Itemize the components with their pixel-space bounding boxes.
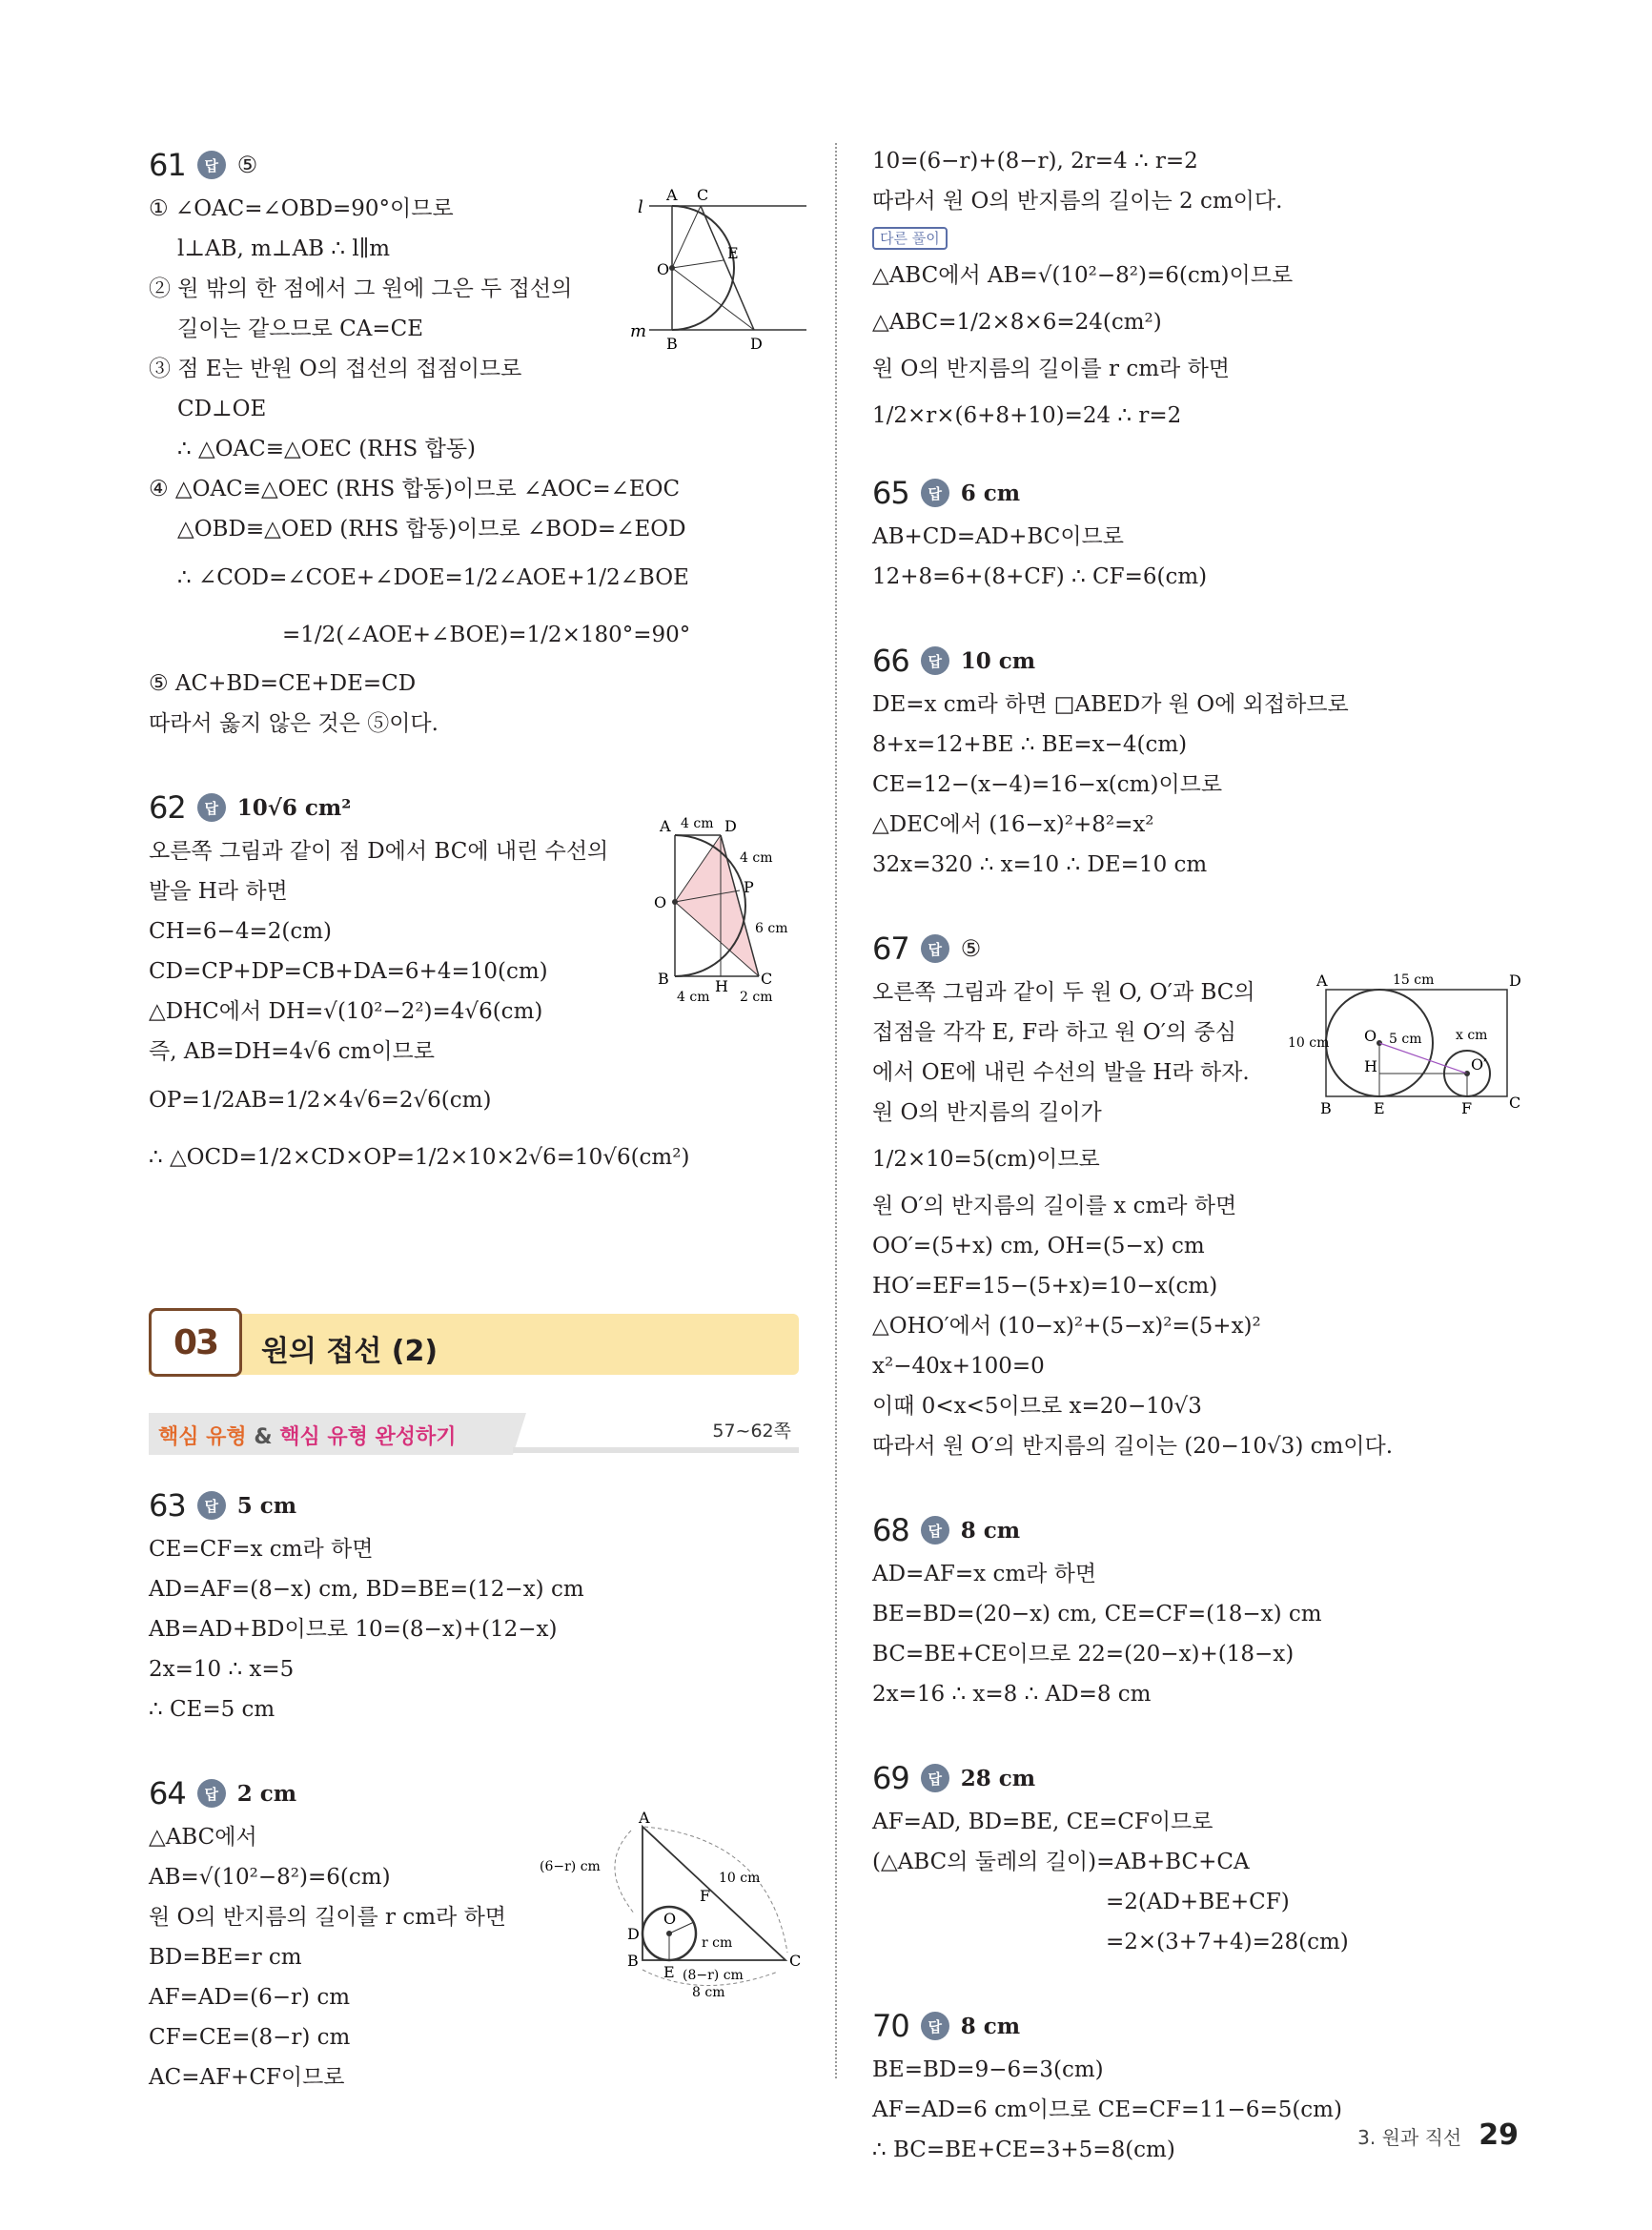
problem-number: 69 xyxy=(872,1760,909,1796)
solution-line: ∴ BC=BE+CE=3+5=8(cm) xyxy=(872,2138,1175,2162)
alternative-solution-label: 다른 풀이 xyxy=(872,227,948,250)
solution-line: 발을 H라 하면 xyxy=(149,879,288,904)
solution-line: 10=(6−r)+(8−r), 2r=4 ∴ r=2 xyxy=(872,149,1198,174)
solution-line: BE=BD=9−6=3(cm) xyxy=(872,2057,1104,2082)
solution-line: 8+x=12+BE ∴ BE=x−4(cm) xyxy=(872,732,1188,757)
label-A: A xyxy=(1316,972,1328,990)
answer-badge: 답 xyxy=(197,793,226,822)
solution-line: =1/2(∠AOE+∠BOE)=1/2×180°=90° xyxy=(282,623,691,647)
solution-line: ① ∠OAC=∠OBD=90°이므로 xyxy=(149,196,454,221)
answer: 8 cm xyxy=(960,1517,1021,1544)
solution-line: 길이는 같으므로 CA=CE xyxy=(177,317,424,341)
label-D: D xyxy=(1509,972,1521,990)
problem-68 xyxy=(872,1508,1520,1714)
label-length-DP: 4 cm xyxy=(740,850,773,866)
solution-line: OP=1/2AB=1/2×4√6=2√6(cm) xyxy=(149,1088,492,1113)
solution-line: BC=BE+CE이므로 22=(20−x)+(18−x) xyxy=(872,1642,1295,1667)
solution-line: ∴ △OAC≡△OEC (RHS 합동) xyxy=(177,437,477,461)
solution-line: △OHO′에서 (10−x)²+(5−x)²=(5+x)² xyxy=(872,1314,1261,1339)
problem-number: 63 xyxy=(149,1487,186,1524)
solution-line: AB=√(10²−8²)=6(cm) xyxy=(149,1865,391,1890)
answer: 10 cm xyxy=(960,647,1036,674)
label-B: B xyxy=(666,335,678,353)
figure-semicircle-tangents xyxy=(630,186,811,360)
solution-line: (△ABC의 둘레의 길이)=AB+BC+CA xyxy=(872,1850,1250,1874)
solution-line: 따라서 원 O의 반지름의 길이는 2 cm이다. xyxy=(872,189,1283,214)
figure-two-circles-rectangle xyxy=(1288,965,1526,1117)
solution-line: BD=BE=r cm xyxy=(149,1945,302,1970)
solution-line: 1/2×r×(6+8+10)=24 ∴ r=2 xyxy=(872,403,1182,428)
answer: 10√6 cm² xyxy=(236,794,352,821)
problem-66 xyxy=(872,639,1520,885)
solution-line: 이때 0<x<5이므로 x=20−10√3 xyxy=(872,1394,1202,1419)
label-D: D xyxy=(724,817,737,835)
label-H: H xyxy=(715,977,728,995)
solution-line: △ABC에서 AB=√(10²−8²)=6(cm)이므로 xyxy=(872,263,1294,288)
solution-line: AD=AF=x cm라 하면 xyxy=(872,1562,1097,1586)
solution-line: AC=AF+CF이므로 xyxy=(149,2065,345,2090)
solution-line: 따라서 원 O′의 반지름의 길이는 (20−10√3) cm이다. xyxy=(872,1434,1394,1459)
left-column-lower xyxy=(149,1483,806,2139)
label-radius: r cm xyxy=(702,1935,733,1951)
problem-69 xyxy=(872,1756,1520,1962)
solution-line: ③ 점 E는 반원 O의 접선의 접점이므로 xyxy=(149,357,522,381)
solution-line: OO′=(5+x) cm, OH=(5−x) cm xyxy=(872,1234,1205,1258)
solution-line: ⑤ AC+BD=CE+DE=CD xyxy=(149,671,417,696)
label-length-BC: 8 cm xyxy=(692,1985,725,2000)
problem-63 xyxy=(149,1483,806,1729)
answer-badge: 답 xyxy=(921,646,949,675)
label-O: O xyxy=(657,260,670,278)
problem-64 xyxy=(149,1771,806,2097)
solution-line: ④ △OAC≡△OEC (RHS 합동)이므로 ∠AOC=∠EOC xyxy=(149,477,681,501)
column-divider xyxy=(835,143,837,2078)
solution-line: △OBD≡△OED (RHS 합동)이므로 ∠BOD=∠EOD xyxy=(177,517,686,542)
solution-line: CD=CP+DP=CB+DA=6+4=10(cm) xyxy=(149,959,548,984)
page-number: 29 xyxy=(1479,2118,1519,2152)
answer: 2 cm xyxy=(236,1780,297,1807)
solution-line: 원 O′의 반지름의 길이를 x cm라 하면 xyxy=(872,1194,1237,1218)
answer-badge: 답 xyxy=(921,2012,949,2040)
chapter-label: 3. 원과 직선 xyxy=(1357,2126,1462,2149)
label-D: D xyxy=(750,335,763,353)
label-E: E xyxy=(663,1963,675,1981)
problem-62 xyxy=(149,786,806,1186)
label-length-AD: 4 cm xyxy=(681,816,714,831)
page-range: 57~62쪽 xyxy=(712,1421,791,1442)
solution-line: ∴ △OCD=1/2×CD×OP=1/2×10×2√6=10√6(cm²) xyxy=(149,1145,690,1170)
label-length-AB: 10 cm xyxy=(1288,1035,1330,1051)
problem-64-continued xyxy=(872,141,1520,442)
answer-badge: 답 xyxy=(921,479,949,507)
label-P: P xyxy=(744,878,754,896)
label-F: F xyxy=(700,1887,711,1905)
problem-65 xyxy=(872,471,1520,597)
solution-line: 1/2×10=5(cm)이므로 xyxy=(872,1147,1100,1172)
page-footer xyxy=(1357,2118,1519,2152)
solution-line: 원 O의 반지름의 길이를 r cm라 하면 xyxy=(149,1905,507,1930)
solution-line: 따라서 옳지 않은 것은 ⑤이다. xyxy=(149,711,438,736)
label-length-PC: 6 cm xyxy=(755,921,788,936)
label-length-AC: 10 cm xyxy=(719,1871,761,1886)
subsection-title: 핵심 유형 & 핵심 유형 완성하기 xyxy=(158,1425,457,1449)
label-O: O xyxy=(663,1910,677,1928)
solution-line: △DHC에서 DH=√(10²−2²)=4√6(cm) xyxy=(149,999,543,1024)
solution-line: HO′=EF=15−(5+x)=10−x(cm) xyxy=(872,1274,1218,1299)
problem-number: 62 xyxy=(149,789,186,826)
problem-number: 61 xyxy=(149,147,186,183)
label-C: C xyxy=(761,970,773,988)
answer-badge: 답 xyxy=(197,1491,226,1520)
solution-line: =2(AD+BE+CF) xyxy=(1106,1890,1290,1914)
label-A: A xyxy=(639,1809,650,1827)
label-length-AD: 15 cm xyxy=(1393,972,1435,988)
label-H: H xyxy=(1364,1057,1377,1075)
solution-line: l⊥AB, m⊥AB ∴ l∥m xyxy=(177,236,391,261)
label-E: E xyxy=(727,244,739,262)
label-F: F xyxy=(1461,1099,1473,1117)
solution-line: 에서 OE에 내린 수선의 발을 H라 하자. xyxy=(872,1060,1250,1085)
solution-line: 원 O의 반지름의 길이가 xyxy=(872,1100,1102,1125)
answer: 8 cm xyxy=(960,2013,1021,2039)
solution-line: x²−40x+100=0 xyxy=(872,1354,1045,1379)
problem-number: 66 xyxy=(872,643,909,679)
label-length-BH: 4 cm xyxy=(677,990,710,1005)
solution-line: CH=6−4=2(cm) xyxy=(149,919,333,944)
label-O: O xyxy=(1364,1027,1377,1045)
problem-67 xyxy=(872,927,1520,1466)
figure-incircle-right-triangle xyxy=(540,1810,816,2000)
problem-number: 67 xyxy=(872,931,909,967)
solution-line: AF=AD=6 cm이므로 CE=CF=11−6=5(cm) xyxy=(872,2097,1342,2122)
answer-badge: 답 xyxy=(921,1516,949,1545)
subsection-bar xyxy=(149,1405,799,1461)
figure-trapezoid-semicircle xyxy=(654,814,816,1005)
answer-badge: 답 xyxy=(921,1764,949,1792)
label-m: m xyxy=(630,321,647,341)
solution-line: 오른쪽 그림과 같이 두 원 O, O′과 BC의 xyxy=(872,980,1255,1005)
right-column xyxy=(872,141,1520,2212)
solution-line: AD=AF=(8−x) cm, BD=BE=(12−x) cm xyxy=(149,1577,584,1602)
solution-line: CD⊥OE xyxy=(177,397,267,421)
answer: 5 cm xyxy=(236,1492,297,1519)
label-length-HC: 2 cm xyxy=(740,990,773,1005)
left-column xyxy=(149,143,806,1228)
answer: ⑤ xyxy=(236,152,258,178)
problem-number: 65 xyxy=(872,475,909,511)
answer: 6 cm xyxy=(960,480,1021,506)
label-l: l xyxy=(638,197,643,217)
label-radius-O-prime: x cm xyxy=(1456,1028,1488,1043)
label-length-AD: (6−r) cm xyxy=(540,1859,601,1874)
solution-line: 2x=10 ∴ x=5 xyxy=(149,1657,295,1682)
label-O-prime: O′ xyxy=(1471,1055,1487,1074)
label-radius-O: 5 cm xyxy=(1389,1032,1422,1047)
label-D: D xyxy=(627,1925,640,1943)
section-number-box xyxy=(149,1308,242,1377)
solution-line: ∴ ∠COD=∠COE+∠DOE=1/2∠AOE+1/2∠BOE xyxy=(177,565,689,590)
solution-line: △ABC=1/2×8×6=24(cm²) xyxy=(872,310,1162,335)
problem-number: 70 xyxy=(872,2008,909,2044)
label-B: B xyxy=(658,970,669,988)
label-B: B xyxy=(1320,1099,1332,1117)
label-C: C xyxy=(697,186,709,204)
solution-line: 오른쪽 그림과 같이 점 D에서 BC에 내린 수선의 xyxy=(149,839,609,864)
solution-line: AF=AD=(6−r) cm xyxy=(149,1985,351,2010)
problem-number: 68 xyxy=(872,1512,909,1548)
label-C: C xyxy=(789,1952,802,1970)
label-A: A xyxy=(660,817,671,835)
section-banner xyxy=(149,1314,799,1375)
solution-line: DE=x cm라 하면 □ABED가 원 O에 외접하므로 xyxy=(872,692,1349,717)
answer-badge: 답 xyxy=(197,151,226,179)
solution-line: △ABC에서 xyxy=(149,1825,257,1850)
problem-61 xyxy=(149,143,806,744)
solution-line: 32x=320 ∴ x=10 ∴ DE=10 cm xyxy=(872,852,1208,877)
answer: ⑤ xyxy=(960,935,982,962)
answer: 28 cm xyxy=(960,1765,1036,1791)
label-E: E xyxy=(1374,1099,1385,1117)
label-C: C xyxy=(1509,1094,1521,1112)
solution-line: AF=AD, BD=BE, CE=CF이므로 xyxy=(872,1810,1214,1834)
solution-line: △DEC에서 (16−x)²+8²=x² xyxy=(872,812,1154,837)
solution-line: AB=AD+BD이므로 10=(8−x)+(12−x) xyxy=(149,1617,558,1642)
solution-line: 접점을 각각 E, F라 하고 원 O′의 중심 xyxy=(872,1020,1236,1045)
solution-line: ∴ CE=5 cm xyxy=(149,1697,275,1722)
label-A: A xyxy=(666,186,678,204)
solution-line: AB+CD=AD+BC이므로 xyxy=(872,524,1124,549)
solution-line: ② 원 밖의 한 점에서 그 원에 그은 두 접선의 xyxy=(149,276,573,301)
solution-line: CE=CF=x cm라 하면 xyxy=(149,1537,374,1562)
solution-line: BE=BD=(20−x) cm, CE=CF=(18−x) cm xyxy=(872,1602,1322,1626)
solution-line: CE=12−(x−4)=16−x(cm)이므로 xyxy=(872,772,1223,797)
section-number: 03 xyxy=(173,1322,218,1362)
solution-line: 원 O의 반지름의 길이를 r cm라 하면 xyxy=(872,357,1231,381)
answer-badge: 답 xyxy=(921,934,949,963)
solution-line: =2×(3+7+4)=28(cm) xyxy=(1106,1930,1349,1954)
label-length-EC: (8−r) cm xyxy=(683,1968,744,1983)
solution-line: 12+8=6+(8+CF) ∴ CF=6(cm) xyxy=(872,564,1208,589)
label-B: B xyxy=(627,1952,639,1970)
answer-badge: 답 xyxy=(197,1779,226,1808)
section-title: 원의 접선 (2) xyxy=(261,1335,438,1368)
problem-number: 64 xyxy=(149,1775,186,1811)
label-O: O xyxy=(654,893,667,911)
solution-line: 2x=16 ∴ x=8 ∴ AD=8 cm xyxy=(872,1682,1152,1707)
solution-line: CF=CE=(8−r) cm xyxy=(149,2025,351,2050)
solution-line: 즉, AB=DH=4√6 cm이므로 xyxy=(149,1039,435,1064)
